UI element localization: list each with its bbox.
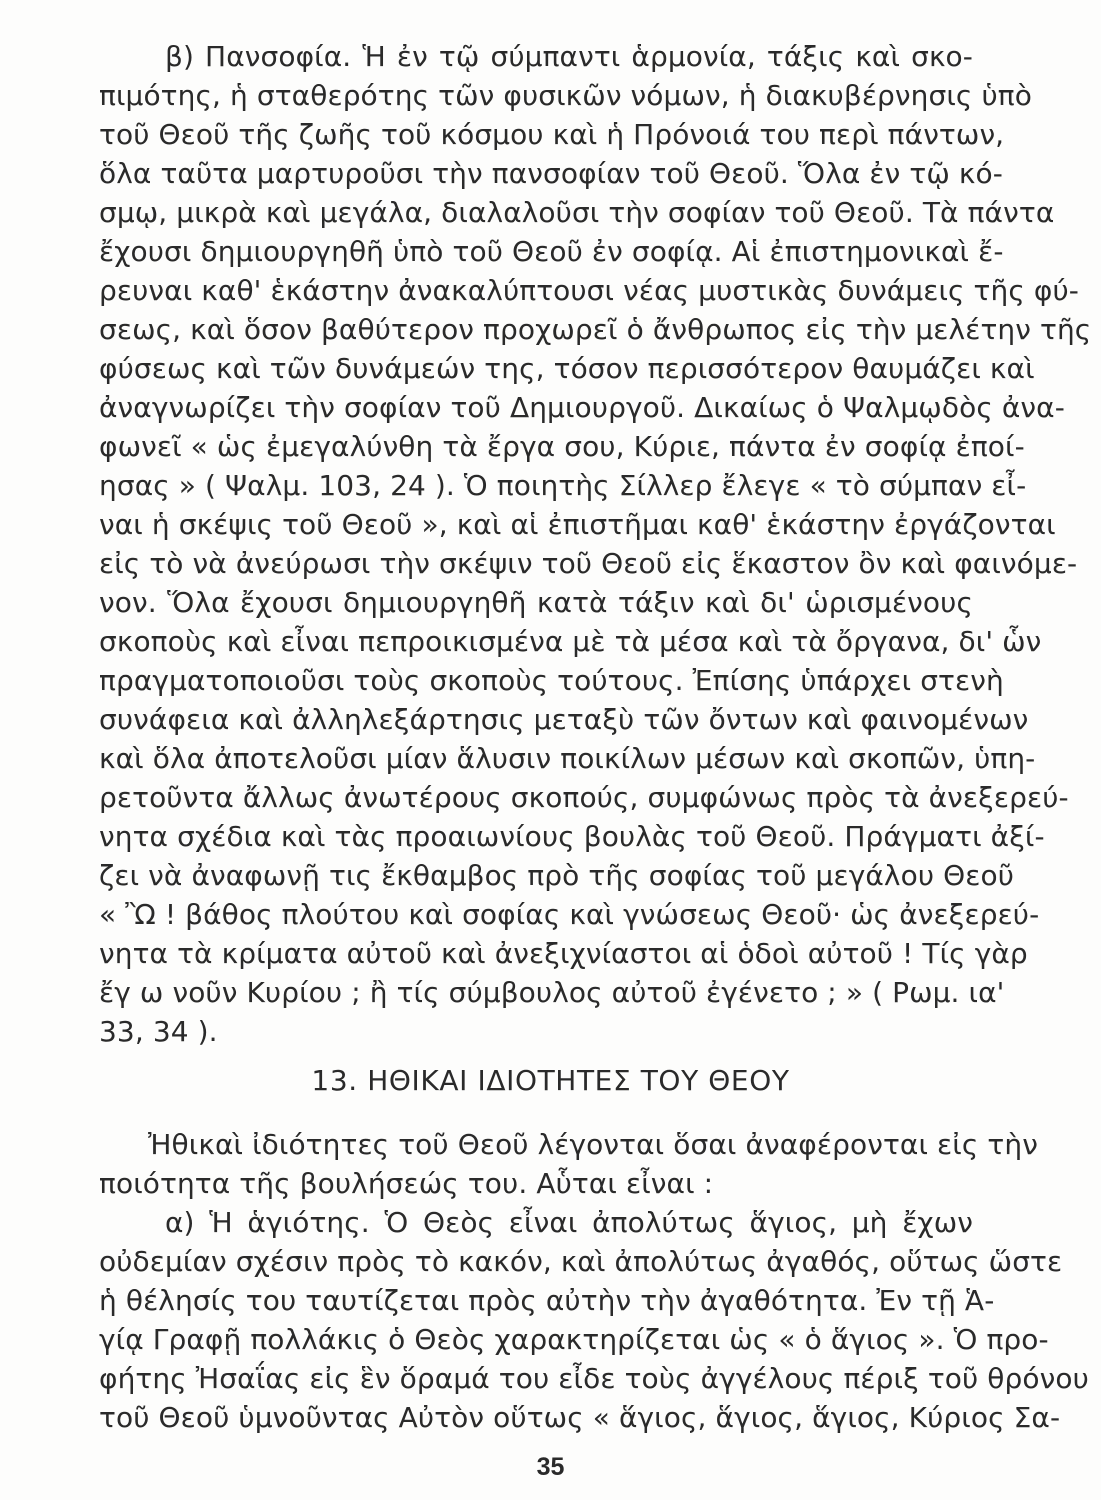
text-line: ησας » ( Ψαλμ. 103, 24 ). Ὁ ποιητὴς Σίλλερ ἔλεγε « τὸ σύμπαν εἶ- bbox=[99, 469, 1027, 502]
text-line: ἀναγνωρίζει τὴν σοφίαν τοῦ Δημιουργοῦ. Δικαίως ὁ Ψαλμῳδὸς ἀνα- bbox=[99, 391, 1065, 424]
text-line: ρετοῦντα ἄλλως ἀνωτέρους σκοπούς, συμφώνως πρὸς τὰ ἀνεξερεύ- bbox=[99, 781, 1069, 814]
text-line: τοῦ Θεοῦ ὑμνοῦντας Αὐτὸν οὕτως « ἅγιος, ἅγιος, ἅγιος, Κύριος Σα- bbox=[99, 1401, 1061, 1434]
text-line: καὶ ὅλα ἀποτελοῦσι μίαν ἅλυσιν ποικίλων μέσων καὶ σκοπῶν, ὑπη- bbox=[99, 742, 1036, 775]
text-line: ὅλα ταῦτα μαρτυροῦσι τὴν πανσοφίαν τοῦ Θεοῦ. Ὅλα ἐν τῷ κό- bbox=[99, 157, 1003, 190]
text-line: τοῦ Θεοῦ τῆς ζωῆς τοῦ κόσμου καὶ ἡ Πρόνοιά του περὶ πάντων, bbox=[99, 118, 1005, 151]
text-line: σεως, καὶ ὅσον βαθύτερον προχωρεῖ ὁ ἄνθρωπος εἰς τὴν μελέτην τῆς bbox=[99, 313, 1092, 346]
text-line: 33, 34 ). bbox=[99, 1015, 218, 1048]
text-line: ζει νὰ ἀναφωνῇ τις ἔκθαμβος πρὸ τῆς σοφίας τοῦ μεγάλου Θεοῦ bbox=[99, 859, 1015, 892]
text-line: Ἠθικαὶ ἰδιότητες τοῦ Θεοῦ λέγονται ὅσαι ἀναφέρονται εἰς τὴν bbox=[148, 1128, 1038, 1161]
text-line: ποιότητα τῆς βουλήσεώς του. Αὗται εἶναι : bbox=[99, 1167, 714, 1200]
text-line: α) Ἡ ἁγιότης. Ὁ Θεὸς εἶναι ἀπολύτως ἅγιος, μὴ ἔχων bbox=[165, 1206, 973, 1239]
text-line: συνάφεια καὶ ἀλληλεξάρτησις μεταξὺ τῶν ὄντων καὶ φαινομένων bbox=[99, 703, 1029, 736]
text-line: εἰς τὸ νὰ ἀνεύρωσι τὴν σκέψιν τοῦ Θεοῦ εἰς ἕκαστον ὂν καὶ φαινόμε- bbox=[99, 547, 1078, 580]
text-line: νητα σχέδια καὶ τὰς προαιωνίους βουλὰς τοῦ Θεοῦ. Πράγματι ἀξί- bbox=[99, 820, 1045, 853]
text-line: ἔχουσι δημιουργηθῆ ὑπὸ τοῦ Θεοῦ ἐν σοφίᾳ. Αἱ ἐπιστημονικαὶ ἔ- bbox=[99, 235, 1004, 268]
text-line: φωνεῖ « ὡς ἐμεγαλύνθη τὰ ἔργα σου, Κύριε, πάντα ἐν σοφίᾳ ἐποί- bbox=[99, 430, 1025, 463]
text-line: φύσεως καὶ τῶν δυνάμεών της, τόσον περισσότερον θαυμάζει καὶ bbox=[99, 352, 1035, 385]
text-line: ρευναι καθ' ἑκάστην ἀνακαλύπτουσι νέας μυστικὰς δυνάμεις τῆς φύ- bbox=[99, 274, 1079, 307]
section-heading: 13. ΗΘΙΚΑΙ ΙΔΙΟΤΗΤΕΣ ΤΟΥ ΘΕΟΥ bbox=[311, 1064, 790, 1097]
page-number: 35 bbox=[536, 1453, 565, 1481]
text-line: σμῳ, μικρὰ καὶ μεγάλα, διαλαλοῦσι τὴν σοφίαν τοῦ Θεοῦ. Τὰ πάντα bbox=[99, 196, 1055, 229]
text-line: νον. Ὅλα ἔχουσι δημιουργηθῆ κατὰ τάξιν καὶ δι' ὡρισμένους bbox=[99, 586, 973, 619]
text-line: ἡ θέλησίς του ταυτίζεται πρὸς αὐτὴν τὴν ἀγαθότητα. Ἐν τῇ Ἁ- bbox=[99, 1284, 995, 1317]
text-line: πραγματοποιοῦσι τοὺς σκοποὺς τούτους. Ἐπίσης ὑπάρχει στενὴ bbox=[99, 664, 1004, 697]
text-line: σκοποὺς καὶ εἶναι πεπροικισμένα μὲ τὰ μέσα καὶ τὰ ὄργανα, δι' ὧν bbox=[99, 625, 1042, 658]
text-line: νητα τὰ κρίματα αὐτοῦ καὶ ἀνεξιχνίαστοι αἱ ὁδοὶ αὐτοῦ ! Τίς γὰρ bbox=[99, 937, 1028, 970]
text-line: « Ὢ ! βάθος πλούτου καὶ σοφίας καὶ γνώσεως Θεοῦ· ὡς ἀνεξερεύ- bbox=[99, 898, 1040, 931]
text-line: ναι ἡ σκέψις τοῦ Θεοῦ », καὶ αἱ ἐπιστῆμαι καθ' ἑκάστην ἐργάζονται bbox=[99, 508, 1056, 541]
text-line: β) Πανσοφία. Ἡ ἐν τῷ σύμπαντι ἁρμονία, τάξις καὶ σκο- bbox=[165, 40, 973, 73]
text-line: ἔγ ω νοῦν Κυρίου ; ἢ τίς σύμβουλος αὐτοῦ ἐγένετο ; » ( Ρωμ. ια' bbox=[99, 976, 1005, 1009]
text-line: πιμότης, ἡ σταθερότης τῶν φυσικῶν νόμων, ἡ διακυβέρνησις ὑπὸ bbox=[99, 79, 1032, 112]
text-line: φήτης Ἠσαΐας εἰς ἓν ὅραμά του εἶδε τοὺς ἀγγέλους πέριξ τοῦ θρόνου bbox=[99, 1362, 1089, 1395]
text-line: γίᾳ Γραφῇ πολλάκις ὁ Θεὸς χαρακτηρίζεται ὡς « ὁ ἅγιος ». Ὁ προ- bbox=[99, 1323, 1049, 1356]
text-line: οὐδεμίαν σχέσιν πρὸς τὸ κακόν, καὶ ἀπολύτως ἀγαθός, οὕτως ὥστε bbox=[99, 1245, 1063, 1278]
